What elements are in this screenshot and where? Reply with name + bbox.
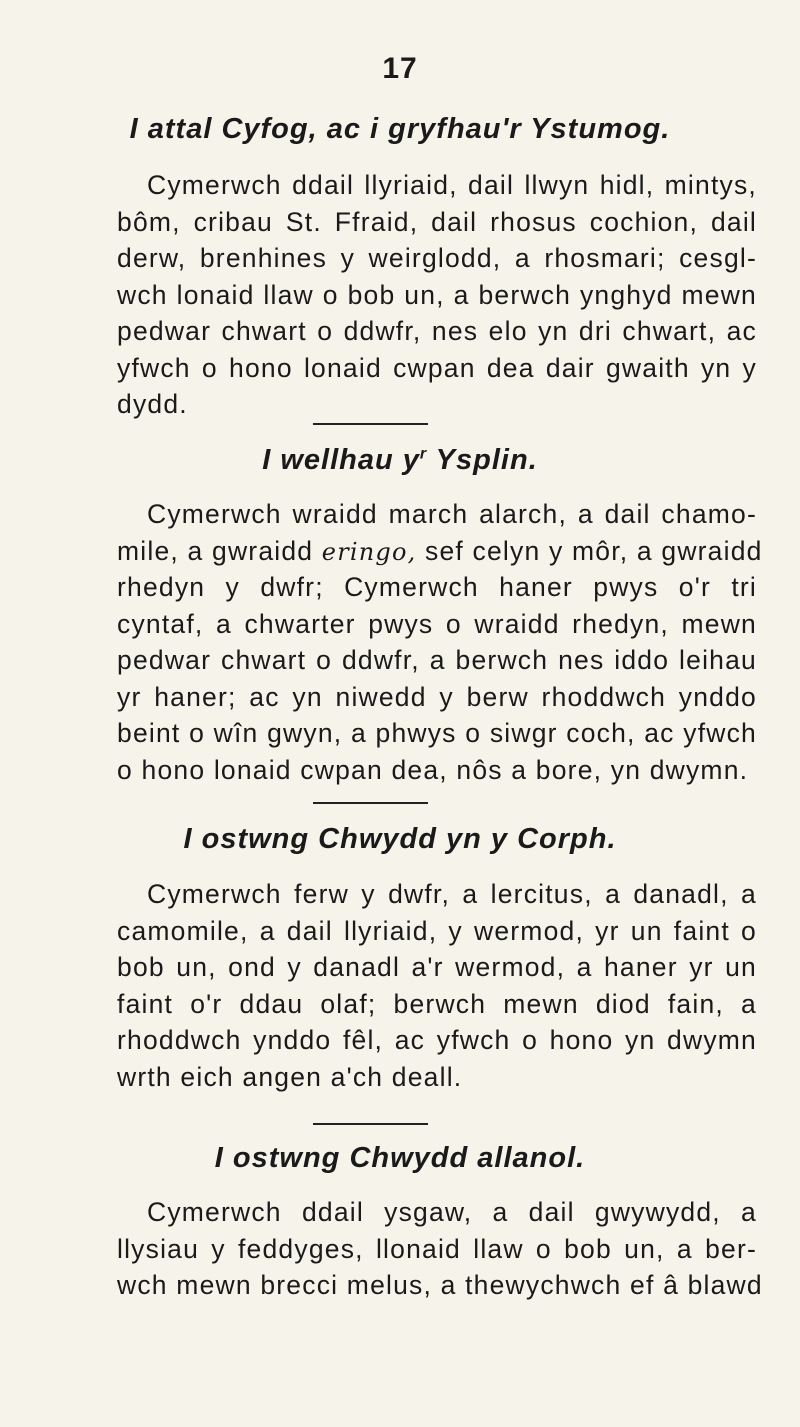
paragraph-line: rhoddwch ynddo fêl, ac yfwch o hono yn dwymn — [117, 1025, 757, 1055]
section-heading-1: I attal Cyfog, ac i gryfhau'r Ystumog. — [129, 113, 671, 145]
paragraph-line: wrth eich angen a'ch deall. — [117, 1061, 463, 1092]
paragraph-line: wch lonaid llaw o bob un, a berwch ynghyd mewn — [117, 279, 757, 310]
section-heading-3: I ostwng Chwydd yn y Corph. — [183, 823, 617, 855]
paragraph-line: derw, brenhines y weirglodd, a rhosmari; cesgl- — [117, 243, 757, 273]
paragraph-line: yfwch o hono lonaid cwpan dea dair gwaith yn y — [117, 352, 757, 383]
section-heading-2 — [0, 444, 800, 477]
paragraph-line: Cymerwch wraidd march alarch, a dail chamo- — [147, 499, 757, 529]
paragraph-line: faint o'r ddau olaf; berwch mewn diod fain, a — [117, 988, 757, 1019]
italic-term: eringo, — [321, 537, 417, 566]
paragraph-line: dydd. — [117, 389, 188, 419]
paragraph-line: cyntaf, a chwarter pwys o wraidd rhedyn, mewn — [117, 608, 757, 639]
paragraph-line: llysiau y feddyges, llonaid llaw o bob un, a ber- — [117, 1233, 757, 1264]
paragraph-line: bob un, ond y danadl a'r wermod, a haner yr un — [117, 952, 757, 982]
paragraph-line: wch mewn brecci melus, a thewychwch ef â blawd — [117, 1270, 763, 1300]
page-number: 17 — [382, 52, 418, 85]
line-text: sef celyn y môr, a gwraidd — [425, 535, 763, 566]
paragraph-line: camomile, a dail llyriaid, y wermod, yr un faint o — [117, 915, 757, 946]
paragraph-line: Cymerwch ddail llyriaid, dail llwyn hidl, mintys, — [147, 170, 757, 200]
section-paragraph-4 — [117, 1194, 763, 1304]
section-paragraph-1 — [117, 167, 757, 423]
section-paragraph-3 — [117, 876, 757, 1095]
section-divider — [313, 802, 428, 804]
paragraph-line: pedwar chwart o ddwfr, nes elo yn dri chwart, ac — [117, 316, 757, 346]
section-heading-4: I ostwng Chwydd allanol. — [214, 1142, 586, 1174]
paragraph-line: Cymerwch ferw y dwfr, a lercitus, a danadl, a — [147, 879, 757, 909]
section-divider — [313, 1123, 428, 1125]
heading-superscript: r — [419, 445, 428, 463]
section-paragraph-2 — [117, 496, 763, 788]
paragraph-line: yr haner; ac yn niwedd y berw rhoddwch ynddo — [117, 681, 757, 712]
section-divider — [313, 423, 428, 425]
paragraph-line: pedwar chwart o ddwfr, a berwch nes iddo leihau — [117, 645, 757, 675]
paragraph-line — [117, 533, 763, 570]
paragraph-line: o hono lonaid cwpan dea, nôs a bore, yn dwymn. — [117, 754, 749, 785]
heading-text: I wellhau y — [262, 444, 420, 476]
line-text: mile, a gwraidd — [117, 535, 314, 566]
paragraph-line: Cymerwch ddail ysgaw, a dail gwywydd, a — [147, 1197, 757, 1227]
heading-text: Ysplin. — [427, 444, 538, 476]
paragraph-line: rhedyn y dwfr; Cymerwch haner pwys o'r tri — [117, 572, 757, 602]
paragraph-line: bôm, cribau St. Ffraid, dail rhosus cochion, dail — [117, 206, 757, 237]
paragraph-line: beint o wîn gwyn, a phwys o siwgr coch, ac yfwch — [117, 718, 757, 748]
